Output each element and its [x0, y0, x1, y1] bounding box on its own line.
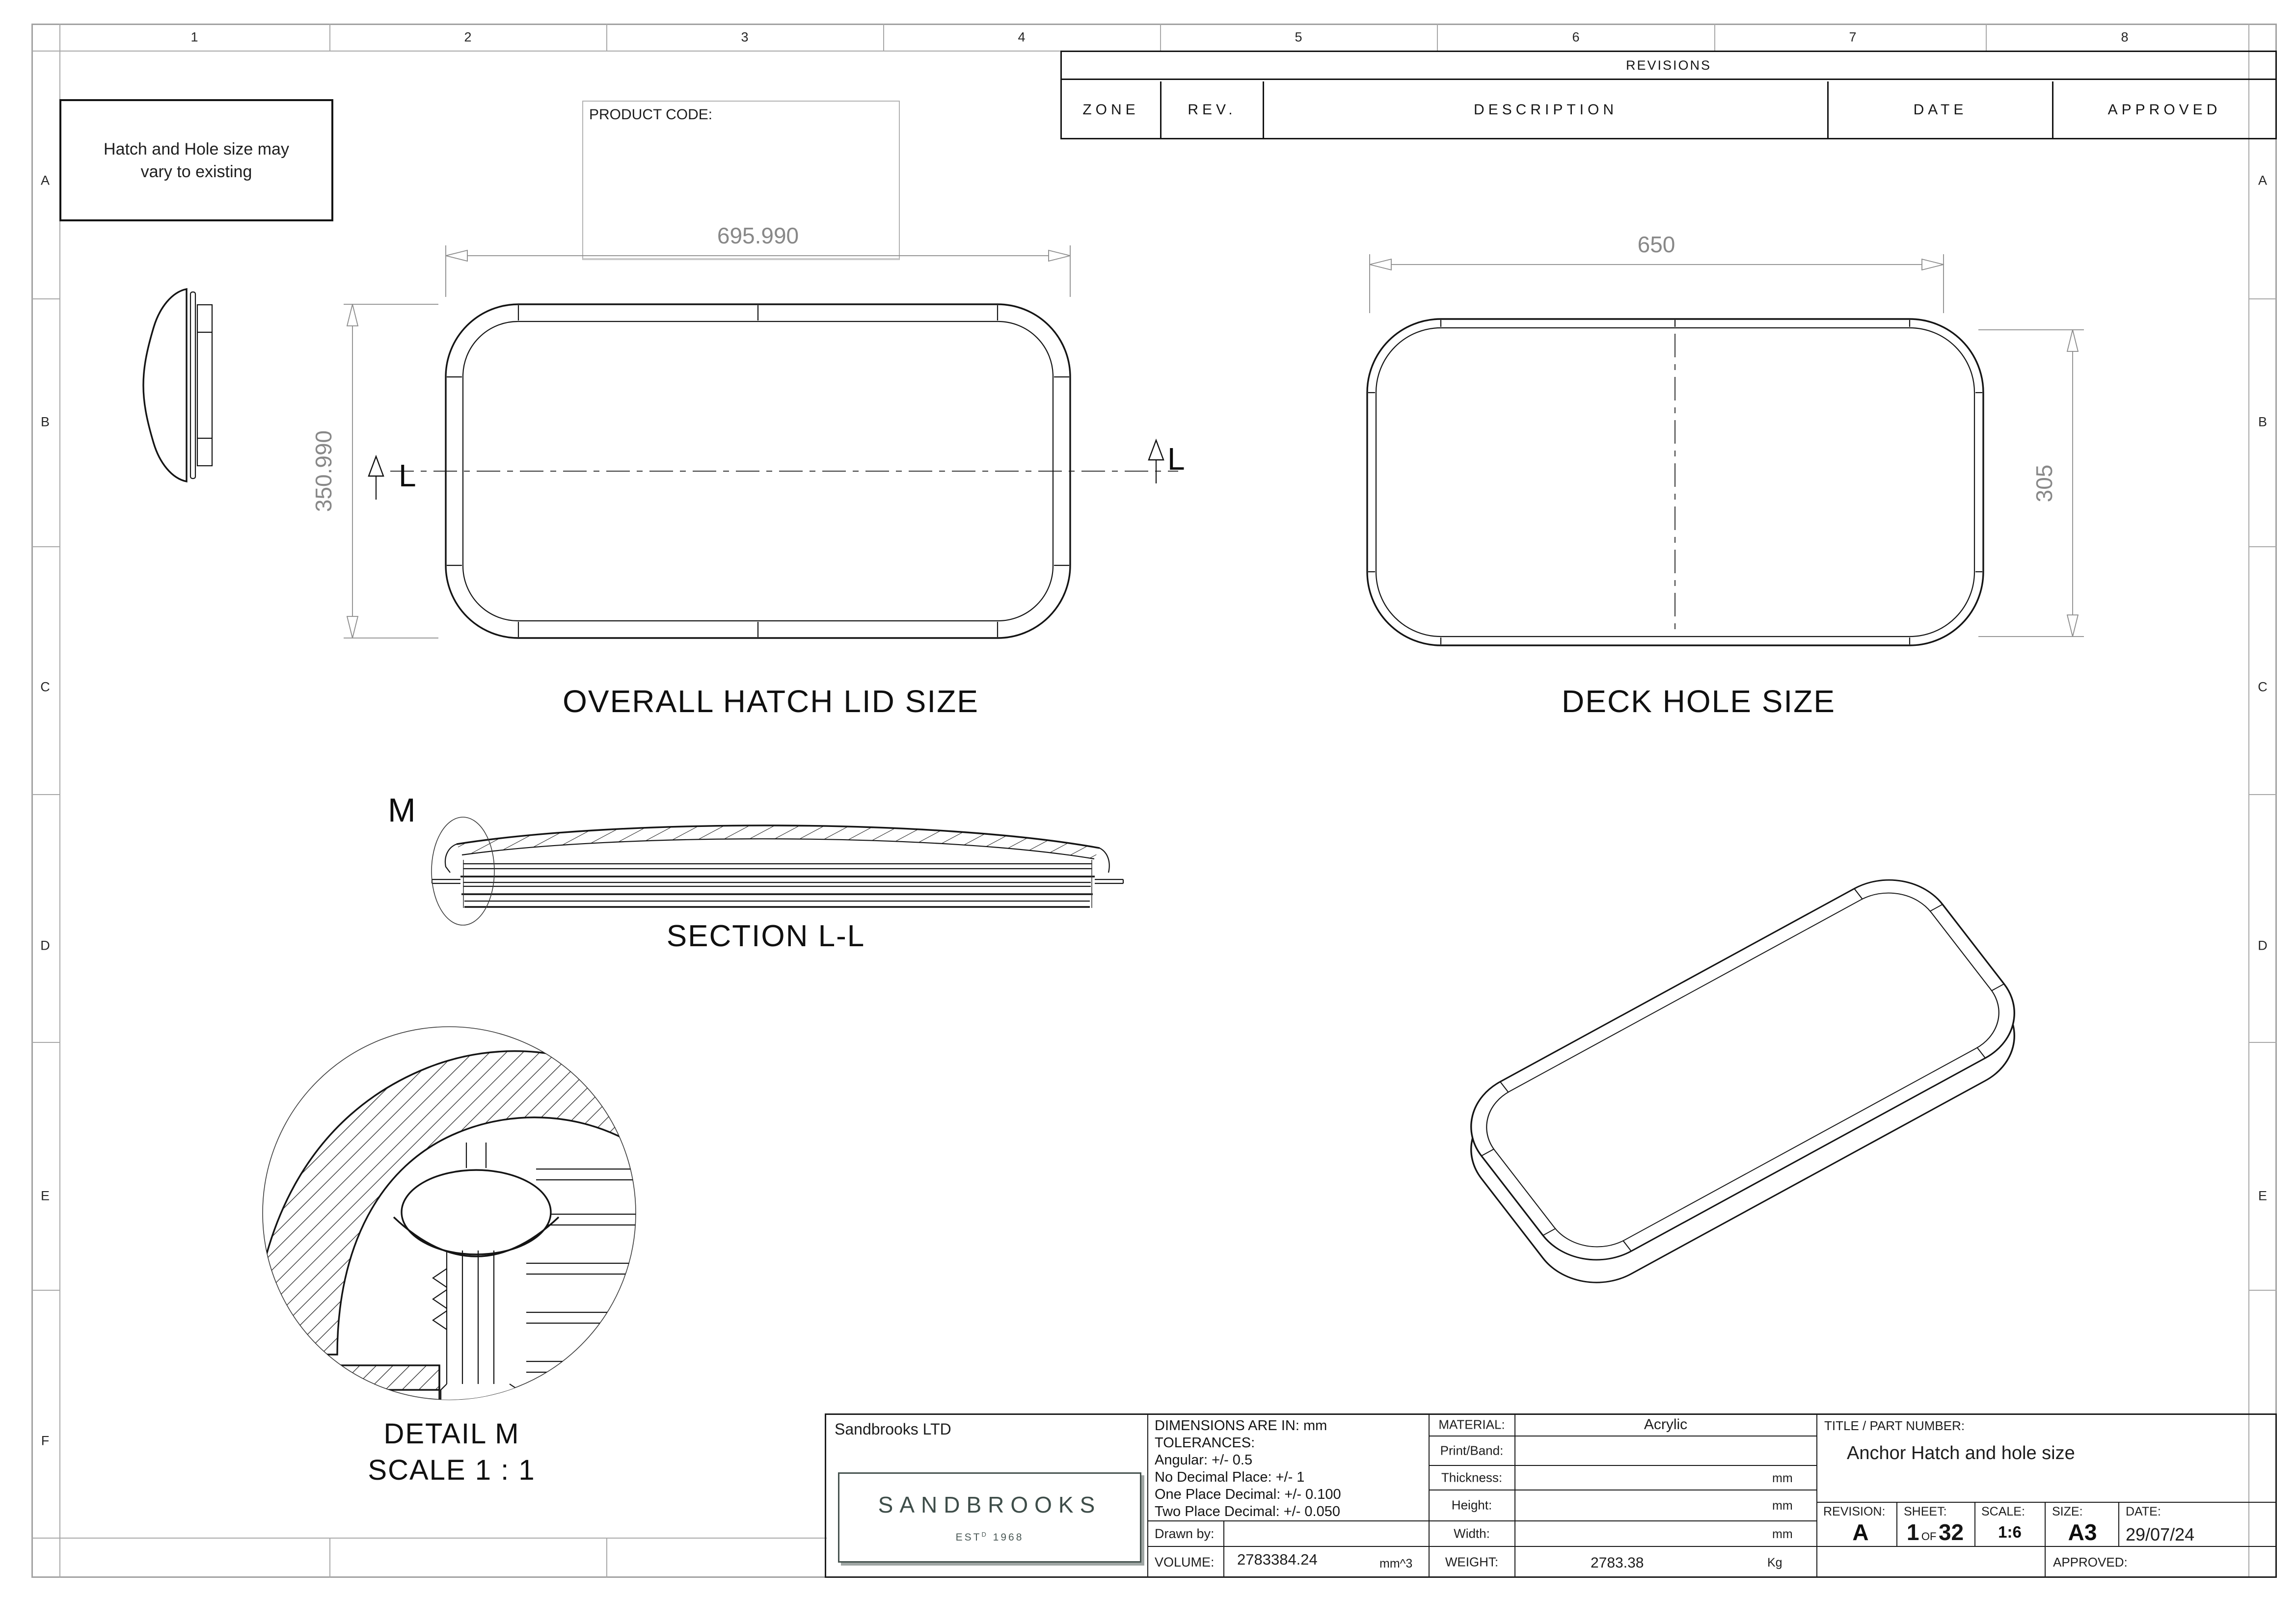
section-marker-right: L — [1167, 441, 1185, 477]
deck-view-label: DECK HOLE SIZE — [1562, 684, 1836, 719]
date-value: 29/07/24 — [2126, 1524, 2195, 1544]
side-profile-view — [137, 287, 216, 483]
weight-unit: Kg — [1767, 1556, 1783, 1570]
frame-tick — [2248, 546, 2277, 547]
grid-col-label: 8 — [2121, 29, 2129, 45]
frame-tick — [1714, 24, 1715, 51]
frame-tick — [2248, 298, 2277, 299]
grid-row-label: E — [2258, 1188, 2268, 1203]
tolerance-line: TOLERANCES: — [1155, 1435, 1255, 1451]
frame-tick — [329, 24, 330, 51]
frame-inner-right — [2248, 24, 2249, 1578]
approved-label: APPROVED: — [2053, 1555, 2128, 1570]
frame-tick — [2248, 1290, 2277, 1291]
volume-unit: mm^3 — [1379, 1557, 1413, 1570]
thickness-label: Thickness: — [1441, 1470, 1503, 1485]
title-block-line — [2118, 1502, 2119, 1546]
revisions-col-description: DESCRIPTION — [1264, 81, 1829, 138]
logo-name: SANDBROOKS — [878, 1492, 1102, 1517]
title-block-line — [1816, 1413, 1817, 1578]
sandbrooks-logo — [838, 1472, 1141, 1563]
weight-label: WEIGHT: — [1445, 1554, 1499, 1570]
note-line: Hatch and Hole size may — [104, 139, 289, 159]
title-block-line — [1147, 1520, 1817, 1521]
grid-row-label: D — [2258, 938, 2268, 953]
sheet-num: 1 — [1906, 1519, 1919, 1545]
title-block-line — [1514, 1413, 1515, 1578]
grid-col-label: 6 — [1572, 29, 1580, 45]
revisions-col-date: DATE — [1829, 81, 2053, 138]
frame-tick — [606, 1538, 607, 1578]
sheet-of: OF — [1921, 1530, 1937, 1543]
logo-est-year: 1968 — [993, 1532, 1024, 1543]
grid-row-label: D — [40, 938, 50, 953]
frame-tick — [1986, 24, 1987, 51]
tolerance-block — [1155, 1417, 1424, 1520]
grid-row-label: C — [2258, 679, 2268, 694]
title-block-line — [1147, 1413, 1148, 1578]
scale-label: SCALE: — [1981, 1505, 2025, 1518]
width-label: Width: — [1454, 1526, 1490, 1541]
frame-tick — [883, 24, 884, 51]
revision-label: REVISION: — [1823, 1505, 1886, 1518]
frame-tick — [31, 1042, 59, 1043]
dim-overall-width: 695.990 — [717, 223, 799, 248]
title-block-line — [2045, 1502, 2046, 1578]
tolerance-line: Two Place Decimal: +/- 0.050 — [1155, 1504, 1340, 1519]
logo-established — [956, 1531, 1024, 1543]
overall-hatch-lid-view — [295, 216, 1188, 721]
logo-est-prefix: EST — [955, 1532, 982, 1543]
title-block-line — [1429, 1465, 1817, 1466]
section-marker-left: L — [399, 458, 416, 493]
frame-inner-bottom — [31, 1538, 827, 1539]
height-label: Height: — [1451, 1497, 1492, 1513]
height-unit: mm — [1772, 1499, 1793, 1513]
frame-tick — [329, 1538, 330, 1578]
title-part-label: TITLE / PART NUMBER: — [1824, 1418, 1965, 1433]
grid-row-label: F — [41, 1433, 50, 1448]
frame-inner-left — [59, 24, 60, 1578]
weight-value: 2783.38 — [1591, 1555, 1644, 1571]
grid-col-label: 1 — [190, 29, 198, 45]
revisions-table — [1060, 51, 2277, 139]
section-view-label: SECTION L-L — [666, 919, 865, 953]
frame-tick — [1437, 24, 1438, 51]
sheet-total: 32 — [1938, 1519, 1964, 1545]
grid-col-label: 7 — [1849, 29, 1857, 45]
overall-view-label: OVERALL HATCH LID SIZE — [563, 684, 979, 719]
title-block-line — [1816, 1502, 2277, 1503]
revision-value: A — [1852, 1519, 1869, 1545]
grid-row-label: A — [40, 173, 50, 188]
grid-col-label: 2 — [464, 29, 472, 45]
thickness-unit: mm — [1772, 1471, 1793, 1485]
product-code-label: PRODUCT CODE: — [589, 106, 713, 123]
title-block-line — [1429, 1413, 1430, 1578]
detail-marker: M — [388, 792, 416, 829]
detail-view-label: DETAIL M — [383, 1418, 520, 1450]
detail-m-view — [221, 1021, 682, 1409]
grid-row-label: C — [40, 679, 50, 694]
isometric-view — [1375, 854, 2111, 1315]
detail-scale-label: SCALE 1 : 1 — [368, 1454, 536, 1486]
frame-tick — [31, 298, 59, 299]
frame-tick — [31, 794, 59, 795]
tolerance-line: No Decimal Place: +/- 1 — [1155, 1469, 1305, 1485]
width-unit: mm — [1772, 1527, 1793, 1541]
grid-col-label: 4 — [1018, 29, 1026, 45]
frame-tick — [31, 1290, 59, 1291]
size-label: SIZE: — [2052, 1505, 2083, 1518]
material-label: MATERIAL: — [1438, 1417, 1505, 1432]
grid-col-label: 5 — [1295, 29, 1302, 45]
frame-tick — [2248, 1042, 2277, 1043]
logo-est-sup: D — [981, 1531, 988, 1538]
dim-deck-height: 305 — [2031, 464, 2057, 503]
tolerance-line: DIMENSIONS ARE IN: mm — [1155, 1418, 1327, 1434]
grid-row-label: B — [40, 414, 50, 429]
drawn-by-label: Drawn by: — [1155, 1526, 1215, 1541]
frame-tick — [606, 24, 607, 51]
dim-overall-height: 350.990 — [311, 430, 336, 512]
title-part-value: Anchor Hatch and hole size — [1847, 1443, 2075, 1463]
company-name: Sandbrooks LTD — [835, 1420, 951, 1438]
revisions-col-rev: REV. — [1162, 81, 1264, 138]
date-label: DATE: — [2126, 1505, 2161, 1518]
scale-value: 1:6 — [1998, 1523, 2022, 1541]
grid-row-label: A — [2258, 173, 2268, 188]
tolerance-line: Angular: +/- 0.5 — [1155, 1452, 1253, 1468]
sheet-label: SHEET: — [1904, 1505, 1947, 1518]
title-block-line — [1896, 1502, 1897, 1546]
deck-hole-view — [1325, 216, 2160, 721]
grid-col-label: 3 — [741, 29, 749, 45]
grid-row-label: E — [40, 1188, 50, 1203]
sheet-value — [1907, 1519, 1964, 1545]
grid-row-label: B — [2258, 414, 2268, 429]
tolerance-line: One Place Decimal: +/- 0.100 — [1155, 1487, 1341, 1502]
volume-value: 2783384.24 — [1237, 1551, 1318, 1568]
revisions-col-zone: ZONE — [1062, 81, 1162, 138]
frame-tick — [2248, 794, 2277, 795]
title-block-line — [1147, 1546, 2277, 1547]
material-value: Acrylic — [1644, 1416, 1688, 1433]
title-block-line — [1223, 1520, 1224, 1578]
size-value: A3 — [2068, 1519, 2097, 1545]
title-block-line — [1974, 1502, 1975, 1546]
dim-deck-width: 650 — [1637, 232, 1675, 257]
revisions-col-approved: APPROVED — [2107, 101, 2221, 118]
note-line: vary to existing — [140, 162, 252, 181]
print-band-label: Print/Band: — [1440, 1443, 1504, 1458]
frame-tick — [31, 546, 59, 547]
title-block-line — [1429, 1436, 1817, 1437]
note-box — [59, 99, 333, 221]
revisions-title: REVISIONS — [1062, 52, 2275, 80]
frame-tick — [1160, 24, 1161, 51]
volume-label: VOLUME: — [1155, 1555, 1215, 1570]
